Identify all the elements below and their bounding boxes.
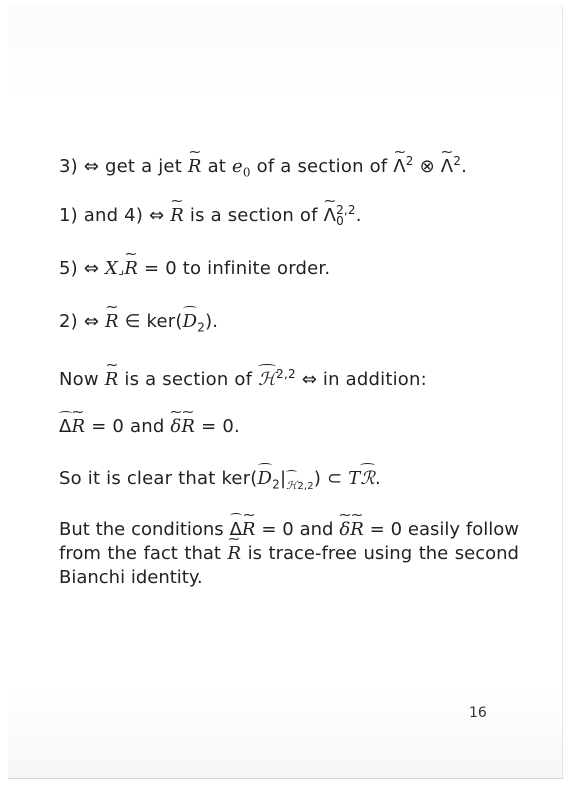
text: 2) ⇔ [59, 311, 100, 332]
symbol-d-tilde: D [257, 468, 273, 489]
symbol-x: X [105, 258, 119, 279]
page [8, 6, 563, 779]
symbol-delta-tilde: Δ [229, 519, 242, 540]
statement-conditions [59, 416, 240, 438]
statement-2: 2) ⇔ ~ R ∈ $ker(D_2)$. [59, 311, 218, 339]
symbol-t: T [348, 468, 361, 489]
statement-1-4: 1) and 4) ⇔ ~ R is a section of ~ Λ 2,2 0 . [59, 205, 362, 227]
statement-5: 5) ⇔ X⌟~ R = 0 to infinite order. [59, 258, 330, 282]
statement-clear: So it is clear that $ker(D_2|_{ℋ2,2})$ ⊂ Tℛ. [59, 468, 381, 498]
symbol-lambda-tilde: ~ Λ [324, 205, 337, 227]
symbol-r-tilde: ~ R [228, 542, 242, 566]
symbol-r-tilde: ~ R [188, 156, 202, 178]
symbol-r-tilde: ~ R [350, 518, 364, 542]
text: = 0. [201, 416, 240, 437]
tensor-symbol: ⊗ [419, 156, 435, 177]
symbol-delta-tilde: Δ [59, 416, 72, 437]
symbol-r-tilde: ~ R [105, 311, 119, 333]
text: 1) and 4) ⇔ [59, 205, 165, 226]
symbol-small-delta-tilde: ~ δ [170, 416, 181, 438]
statement-now: Now ~ R is a section of ℋ$^{2,2}$ ⇔ in addition: [59, 363, 427, 391]
symbol-lambda-tilde: ~ Λ [441, 156, 454, 178]
text: 3) ⇔ get a jet [59, 156, 182, 177]
symbol-script-r-tilde: ℛ [360, 468, 376, 489]
symbol-e0: $e_0$ [232, 156, 251, 180]
text: 5) ⇔ [59, 258, 100, 279]
text: of a section of [256, 156, 388, 177]
text: So it is clear that ker( [59, 468, 258, 489]
subset-symbol: ⊂ [327, 468, 343, 489]
symbol-h-tilde: ℋ [258, 369, 277, 390]
symbol-d-tilde: D [182, 311, 198, 332]
text: ⇔ in addition: [301, 369, 427, 390]
text: = 0 to infinite order. [144, 258, 331, 279]
conclusion-paragraph: But the conditions Δ~ R = 0 and ~ δ~ R = 0 easily follow from the fact that ~ R is trace-free using the second Bianchi identity. [59, 518, 519, 590]
text: is a section of [124, 369, 253, 390]
text: at [207, 156, 227, 177]
symbol-r-tilde: ~ R [72, 416, 86, 438]
symbol-r-tilde: ~ R [170, 205, 184, 227]
text: Now [59, 369, 99, 390]
page-number: 16 [469, 705, 487, 721]
text: = 0 and [91, 416, 165, 437]
text: is a section of [189, 205, 318, 226]
symbol-r-tilde: ~ R [181, 416, 195, 438]
statement-3: 3) ⇔ get a jet ~ R at $e_0$ of a section of ~ $\Lambda^2$ ⊗ ~ $\Lambda^2$. [59, 150, 467, 184]
text: ∈ ker( [124, 311, 183, 332]
symbol-r-tilde: ~ R [105, 369, 119, 391]
symbol-small-delta-tilde: ~ δ [339, 518, 350, 542]
symbol-r-tilde: ~ R [242, 518, 256, 542]
symbol-lambda-tilde: ~ Λ [393, 156, 406, 178]
symbol-r-tilde: ~ R [124, 258, 138, 280]
